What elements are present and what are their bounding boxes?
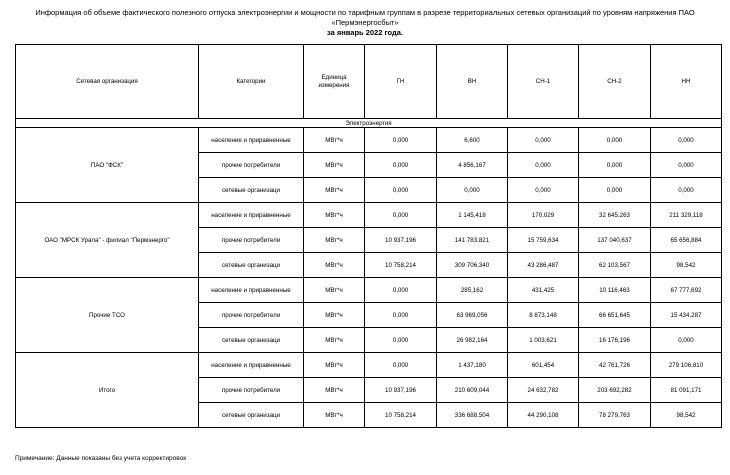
sn1-cell: 0,000 <box>508 153 579 178</box>
nn-cell: 279 106,810 <box>651 353 722 378</box>
gn-cell: 0,000 <box>365 153 437 178</box>
gn-cell: 0,000 <box>365 128 437 153</box>
unit-cell: МВт*ч <box>304 278 365 303</box>
category-cell: сетевые организаци <box>199 403 304 428</box>
category-cell: население и приравненные <box>199 353 304 378</box>
vn-cell: 210 609,044 <box>437 378 508 403</box>
unit-cell: МВт*ч <box>304 153 365 178</box>
section-label: Электроэнергия <box>16 119 722 128</box>
report-title-line1: Информация об объеме фактического полезного отпуска электроэнергии и мощности по тарифным группам в разрезе территориальных сетевых организаций по уровням напряжения ПАО <box>35 8 695 17</box>
nn-cell: 98,542 <box>651 403 722 428</box>
unit-cell: МВт*ч <box>304 328 365 353</box>
category-cell: прочие потребители <box>199 378 304 403</box>
gn-cell: 10 937,196 <box>365 228 437 253</box>
header-nn: НН <box>651 45 722 119</box>
unit-cell: МВт*ч <box>304 203 365 228</box>
sn1-cell: 0,000 <box>508 178 579 203</box>
category-cell: население и приравненные <box>199 128 304 153</box>
header-row <box>16 45 722 119</box>
unit-cell: МВт*ч <box>304 353 365 378</box>
sn2-cell: 0,000 <box>579 153 651 178</box>
report-title <box>0 8 730 38</box>
gn-cell: 10 937,196 <box>365 378 437 403</box>
category-cell: население и приравненные <box>199 278 304 303</box>
sn2-cell: 0,000 <box>579 128 651 153</box>
sn1-cell: 8 873,148 <box>508 303 579 328</box>
gn-cell: 0,000 <box>365 303 437 328</box>
sn1-cell: 431,425 <box>508 278 579 303</box>
nn-cell: 0,000 <box>651 153 722 178</box>
unit-cell: МВт*ч <box>304 378 365 403</box>
nn-cell: 98,542 <box>651 253 722 278</box>
report-title-line2: «Пермэнергосбыт» <box>331 18 399 27</box>
vn-cell: 1 437,180 <box>437 353 508 378</box>
nn-cell: 81 091,171 <box>651 378 722 403</box>
sn1-cell: 44 290,108 <box>508 403 579 428</box>
header-vn: ВН <box>437 45 508 119</box>
nn-cell: 0,000 <box>651 128 722 153</box>
vn-cell: 1 145,418 <box>437 203 508 228</box>
gn-cell: 0,000 <box>365 203 437 228</box>
unit-cell: МВт*ч <box>304 403 365 428</box>
sn1-cell: 1 003,621 <box>508 328 579 353</box>
unit-cell: МВт*ч <box>304 178 365 203</box>
category-cell: сетевые организаци <box>199 328 304 353</box>
nn-cell: 0,000 <box>651 178 722 203</box>
unit-cell: МВт*ч <box>304 253 365 278</box>
nn-cell: 211 329,118 <box>651 203 722 228</box>
vn-cell: 336 688,504 <box>437 403 508 428</box>
sn2-cell: 10 116,463 <box>579 278 651 303</box>
category-cell: сетевые организаци <box>199 178 304 203</box>
category-cell: прочие потребители <box>199 153 304 178</box>
sn1-cell: 15 759,634 <box>508 228 579 253</box>
footnote: Примечание: Данные показаны без учета корректировок <box>15 455 187 462</box>
sn2-cell: 137 040,637 <box>579 228 651 253</box>
org-name: ПАО "ФСК" <box>16 128 199 203</box>
sn2-cell: 42 761,726 <box>579 353 651 378</box>
sn1-cell: 601,454 <box>508 353 579 378</box>
vn-cell: 141 783,821 <box>437 228 508 253</box>
category-cell: население и приравненные <box>199 203 304 228</box>
gn-cell: 0,000 <box>365 353 437 378</box>
unit-cell: МВт*ч <box>304 128 365 153</box>
org-name: Прочие ТСО <box>16 278 199 353</box>
gn-cell: 0,000 <box>365 178 437 203</box>
sn2-cell: 78 279,763 <box>579 403 651 428</box>
nn-cell: 65 656,884 <box>651 228 722 253</box>
gn-cell: 10 758,214 <box>365 403 437 428</box>
nn-cell: 0,000 <box>651 328 722 353</box>
table-row <box>16 353 722 378</box>
category-cell: прочие потребители <box>199 228 304 253</box>
unit-cell: МВт*ч <box>304 303 365 328</box>
sn1-cell: 170,029 <box>508 203 579 228</box>
vn-cell: 63 969,056 <box>437 303 508 328</box>
vn-cell: 0,000 <box>437 178 508 203</box>
header-gn: ГН <box>365 45 437 119</box>
category-cell: сетевые организаци <box>199 253 304 278</box>
sn1-cell: 0,000 <box>508 128 579 153</box>
sn1-cell: 24 632,782 <box>508 378 579 403</box>
vn-cell: 26 982,164 <box>437 328 508 353</box>
section-row <box>16 119 722 128</box>
gn-cell: 0,000 <box>365 278 437 303</box>
vn-cell: 6,600 <box>437 128 508 153</box>
sn1-cell: 43 286,487 <box>508 253 579 278</box>
table-row <box>16 278 722 303</box>
header-unit: Единица измерения <box>304 45 365 119</box>
sn2-cell: 62 103,567 <box>579 253 651 278</box>
nn-cell: 67 777,692 <box>651 278 722 303</box>
vn-cell: 309 706,340 <box>437 253 508 278</box>
header-org: Сетевая организация <box>16 45 199 119</box>
org-name: Итого <box>16 353 199 428</box>
header-sn1: СН-1 <box>508 45 579 119</box>
header-sn2: СН-2 <box>579 45 651 119</box>
gn-cell: 10 758,214 <box>365 253 437 278</box>
energy-table <box>15 44 722 428</box>
sn2-cell: 32 645,263 <box>579 203 651 228</box>
vn-cell: 285,162 <box>437 278 508 303</box>
unit-cell: МВт*ч <box>304 228 365 253</box>
report-period: за январь 2022 года. <box>326 28 404 37</box>
nn-cell: 15 434,287 <box>651 303 722 328</box>
sn2-cell: 16 176,196 <box>579 328 651 353</box>
table-row <box>16 128 722 153</box>
sn2-cell: 0,000 <box>579 178 651 203</box>
vn-cell: 4 856,167 <box>437 153 508 178</box>
category-cell: прочие потребители <box>199 303 304 328</box>
header-category: Категории <box>199 45 304 119</box>
sn2-cell: 66 651,645 <box>579 303 651 328</box>
sn2-cell: 203 692,282 <box>579 378 651 403</box>
gn-cell: 0,000 <box>365 328 437 353</box>
table-row <box>16 203 722 228</box>
org-name: ОАО "МРСК Урала" - филиал "Пермэнерго" <box>16 203 199 278</box>
